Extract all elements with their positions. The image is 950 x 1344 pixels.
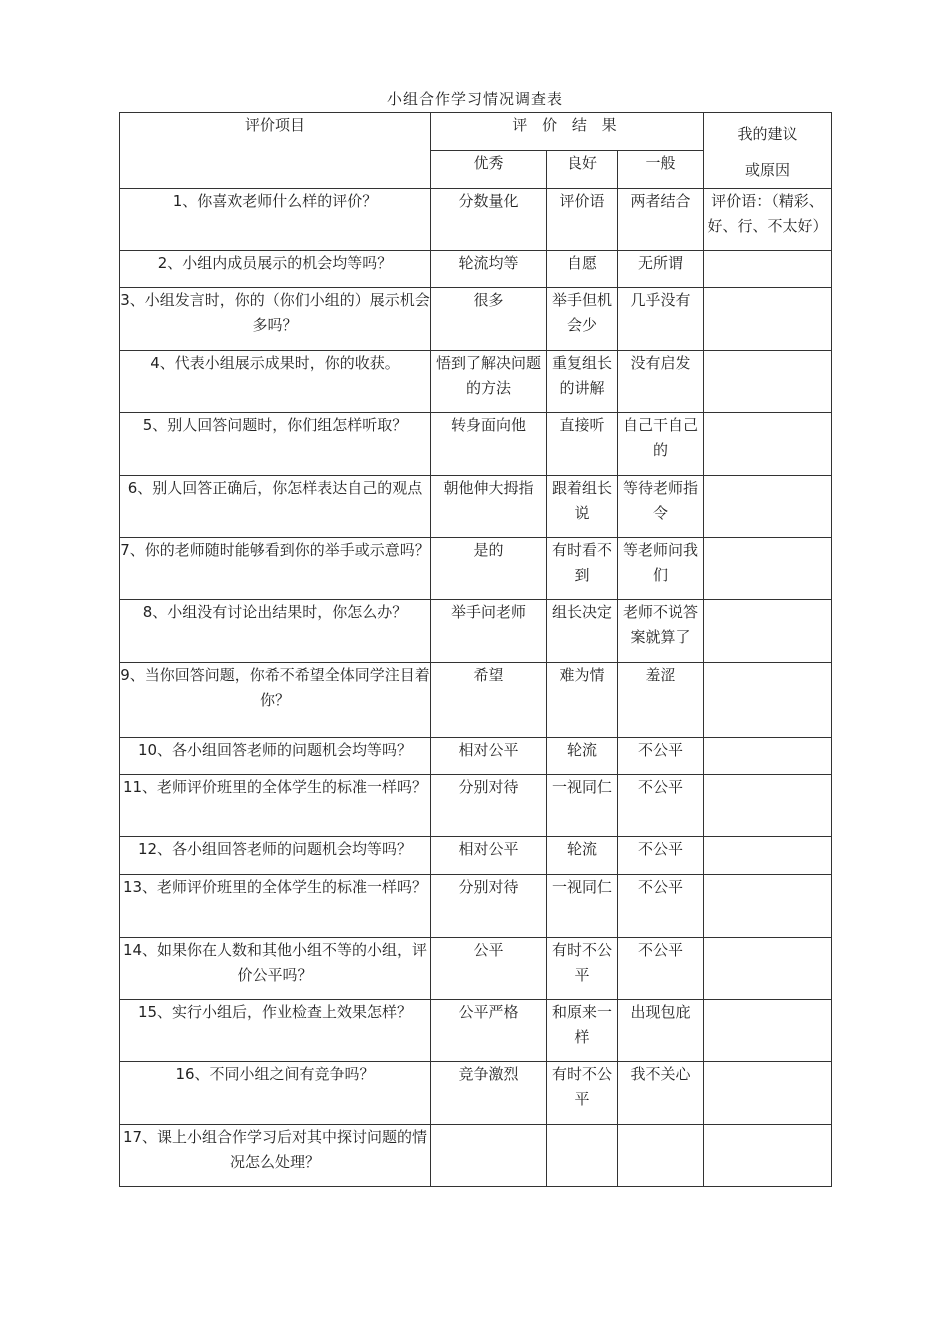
option-good-cell: 难为情 [547,663,618,738]
option-average-cell: 不公平 [618,738,704,775]
suggestion-cell [704,538,832,600]
table-row [120,1062,832,1125]
suggestion-cell [704,1000,832,1062]
table-row [120,538,832,600]
option-average-cell: 两者结合 [618,189,704,251]
question-cell: 17、课上小组合作学习后对其中探讨问题的情况怎么处理？ [120,1125,431,1187]
question-cell: 15、实行小组后，作业检查上效果怎样？ [120,1000,431,1062]
table-row [120,476,832,538]
question-cell: 13、老师评价班里的全体学生的标准一样吗？ [120,875,431,938]
option-good-cell: 有时看不到 [547,538,618,600]
question-cell: 10、各小组回答老师的问题机会均等吗？ [120,738,431,775]
option-good-cell: 有时不公平 [547,1062,618,1125]
table-row [120,288,832,351]
option-good-cell: 轮流 [547,738,618,775]
suggestion-cell [704,738,832,775]
question-cell: 14、如果你在人数和其他小组不等的小组，评价公平吗？ [120,938,431,1000]
option-good-cell: 有时不公平 [547,938,618,1000]
header-average: 一般 [618,151,704,189]
option-good-cell: 自愿 [547,251,618,288]
table-row [120,1000,832,1062]
option-good-cell: 组长决定 [547,600,618,663]
table-row [120,413,832,476]
suggestion-cell [704,837,832,875]
option-average-cell: 无所谓 [618,251,704,288]
header-result: 评 价 结 果 [431,113,704,151]
table-row [120,738,832,775]
question-cell: 11、老师评价班里的全体学生的标准一样吗？ [120,775,431,837]
question-cell: 12、各小组回答老师的问题机会均等吗？ [120,837,431,875]
option-good-cell: 评价语 [547,189,618,251]
suggestion-cell [704,1125,832,1187]
table-row [120,837,832,875]
option-excellent-cell: 分别对待 [431,875,547,938]
suggestion-cell [704,476,832,538]
question-cell: 6、别人回答正确后，你怎样表达自己的观点 [120,476,431,538]
question-cell: 5、别人回答问题时，你们组怎样听取？ [120,413,431,476]
option-excellent-cell: 公平 [431,938,547,1000]
page-title: 小组合作学习情况调查表 [386,90,563,108]
suggestion-cell [704,413,832,476]
suggestion-cell: 评价语：（精彩、好、行、不太好） [704,189,832,251]
option-good-cell: 一视同仁 [547,875,618,938]
suggestion-cell [704,875,832,938]
option-average-cell: 出现包庇 [618,1000,704,1062]
option-excellent-cell: 是的 [431,538,547,600]
header-suggestion-line2: 或原因 [745,161,791,179]
question-cell: 8、小组没有讨论出结果时，你怎么办？ [120,600,431,663]
header-item: 评价项目 [120,113,431,189]
option-excellent-cell: 很多 [431,288,547,351]
option-average-cell [618,1125,704,1187]
option-excellent-cell: 相对公平 [431,837,547,875]
header-good: 良好 [547,151,618,189]
option-good-cell: 一视同仁 [547,775,618,837]
table-row [120,938,832,1000]
suggestion-cell [704,663,832,738]
suggestion-cell [704,251,832,288]
header-excellent: 优秀 [431,151,547,189]
option-excellent-cell: 希望 [431,663,547,738]
option-excellent-cell: 分数量化 [431,189,547,251]
option-excellent-cell: 轮流均等 [431,251,547,288]
option-good-cell: 轮流 [547,837,618,875]
question-cell: 7、你的老师随时能够看到你的举手或示意吗？ [120,538,431,600]
option-average-cell: 羞涩 [618,663,704,738]
option-excellent-cell: 朝他伸大拇指 [431,476,547,538]
option-average-cell: 不公平 [618,938,704,1000]
table-row [120,351,832,413]
option-excellent-cell: 竞争激烈 [431,1062,547,1125]
option-excellent-cell: 相对公平 [431,738,547,775]
suggestion-cell [704,288,832,351]
option-average-cell: 不公平 [618,775,704,837]
option-excellent-cell [431,1125,547,1187]
option-good-cell: 和原来一样 [547,1000,618,1062]
suggestion-cell [704,600,832,663]
option-good-cell: 直接听 [547,413,618,476]
question-cell: 4、代表小组展示成果时，你的收获。 [120,351,431,413]
option-excellent-cell: 分别对待 [431,775,547,837]
option-excellent-cell: 公平严格 [431,1000,547,1062]
survey-table [119,112,832,1187]
option-excellent-cell: 举手问老师 [431,600,547,663]
header-suggestion [704,113,832,189]
table-row [120,875,832,938]
option-good-cell [547,1125,618,1187]
question-cell: 9、当你回答问题，你希不希望全体同学注目着你？ [120,663,431,738]
suggestion-cell [704,351,832,413]
option-average-cell: 老师不说答案就算了 [618,600,704,663]
table-row [120,1125,832,1187]
table-row [120,663,832,738]
table-row [120,189,832,251]
option-average-cell: 不公平 [618,875,704,938]
question-cell: 2、小组内成员展示的机会均等吗？ [120,251,431,288]
suggestion-cell [704,1062,832,1125]
option-average-cell: 几乎没有 [618,288,704,351]
question-cell: 16、不同小组之间有竞争吗？ [120,1062,431,1125]
suggestion-cell [704,938,832,1000]
option-average-cell: 没有启发 [618,351,704,413]
option-average-cell: 等待老师指令 [618,476,704,538]
header-row-1 [120,113,832,151]
option-average-cell: 不公平 [618,837,704,875]
option-good-cell: 重复组长的讲解 [547,351,618,413]
option-excellent-cell: 悟到了解决问题的方法 [431,351,547,413]
header-suggestion-line1: 我的建议 [737,125,798,143]
table-row [120,775,832,837]
question-cell: 1、你喜欢老师什么样的评价？ [120,189,431,251]
table-row [120,600,832,663]
suggestion-cell [704,775,832,837]
option-average-cell: 等老师问我们 [618,538,704,600]
question-cell: 3、小组发言时，你的（你们小组的）展示机会多吗？ [120,288,431,351]
option-average-cell: 自己干自己的 [618,413,704,476]
option-average-cell: 我不关心 [618,1062,704,1125]
option-good-cell: 跟着组长说 [547,476,618,538]
table-row [120,251,832,288]
option-excellent-cell: 转身面向他 [431,413,547,476]
option-good-cell: 举手但机会少 [547,288,618,351]
